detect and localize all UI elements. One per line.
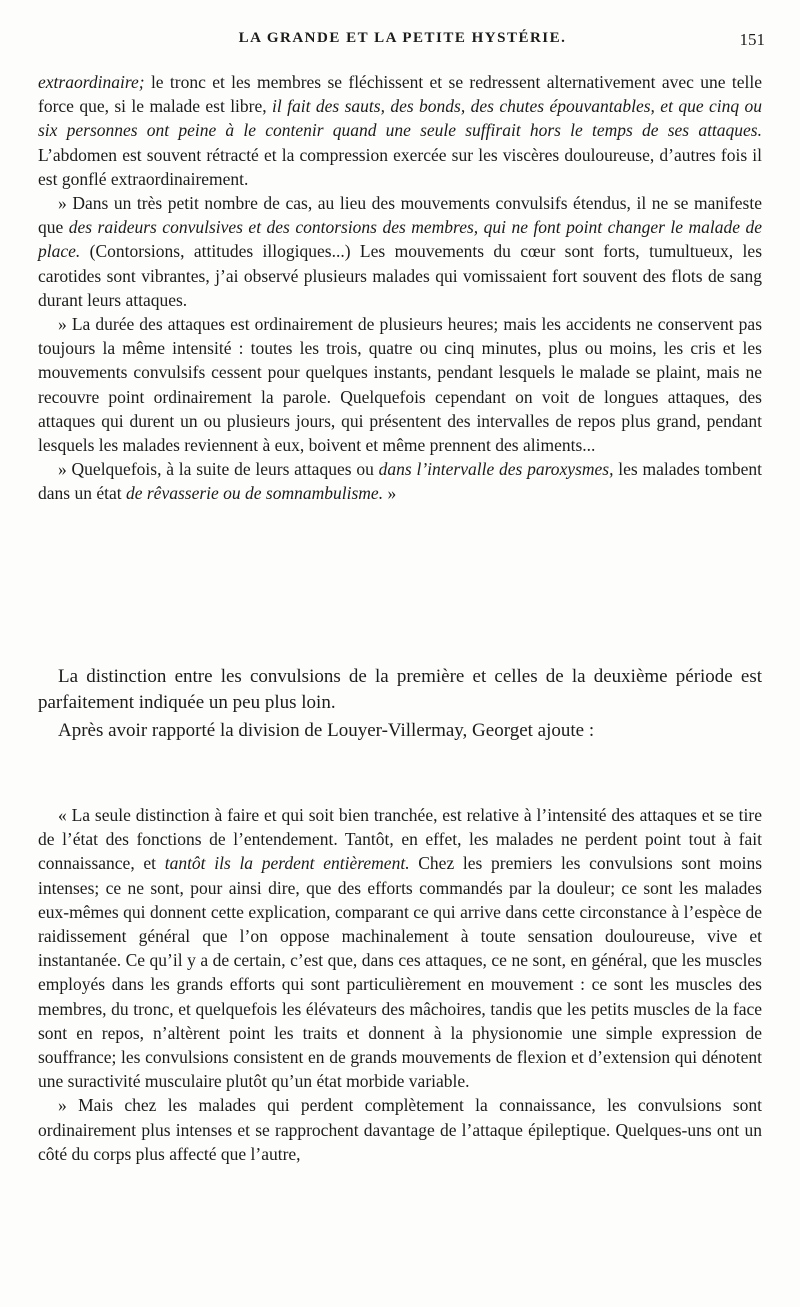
quote1-paragraph-2 [38,191,762,312]
quote2-p1-italic-1: tantôt ils la perdent entièrement. [164,853,410,874]
quote1-paragraph-4 [38,457,762,505]
running-head: LA GRANDE ET LA PETITE HYSTÉRIE. [238,30,567,46]
quote1-p1-italic-2: il fait des sauts, des bonds, des chutes épouvantables, et que cinq ou six personnes ont peine à le contenir quand une seule suffirait hors le temps de ses attaques. [38,96,762,141]
quote1-p1-text-2: L’abdomen est souvent rétracté et la compression exercée sur les viscères douloureuse, d’autres fois il est gonflé extraordinairement. [38,144,762,189]
quote2-paragraph-2: » Mais chez les malades qui perdent complètement la connaissance, les convulsions sont ordinairement plus intenses et se rapprochent davantage de l’attaque épileptique. Quelques-uns ont un côté du corps plus affecté que l’autre, [38,1095,762,1164]
quote2-paragraph-1 [38,803,762,1093]
quotation-block-1 [38,70,762,506]
quote1-p4-text-2: les malades tombent dans un état [38,459,762,504]
main-paragraph-1: La distinction entre les convulsions de la première et celles de la deuxième période est parfaitement indiquée un peu plus loin. [38,666,762,713]
quote1-paragraph-3: » La durée des attaques est ordinairement de plusieurs heures; mais les accidents ne conservent pas toujours la même intensité : toutes les trois, quatre ou cinq minutes, plus ou moins, les cris et les mouvements convulsifs cessent pour quelques instants, pendant lesquels le malade se plaint, mais ne recouvre point ordinairement la parole. Quelquefois cependant on voit de longues attaques, des attaques qui durent un ou plusieurs jours, qui présentent des intervalles de repos plus grand, pendant lesquels les malades reviennent à eux, boivent et même prennent des aliments... [38,314,762,456]
quote1-p4-text-1: » Quelquefois, à la suite de leurs attaques ou [58,459,379,480]
quote1-p4-italic-1: dans l’intervalle des paroxysmes, [378,459,614,480]
quote1-p4-text-3: » [383,483,397,504]
quote2-p1-text-1: « La seule distinction à faire et qui soit bien tranchée, est relative à l’intensité des attaques et se tire de l’état des fonctions de l’entendement. Tantôt, en effet, les malades ne perdent point tout à fait connaissance, et [38,805,762,874]
main-paragraph-2: Après avoir rapporté la division de Louyer-Villermay, Georget ajoute : [58,720,595,741]
quote1-p2-text-2: (Contorsions, attitudes illogiques...) Les mouvements du cœur sont forts, tumultueux, les carotides sont vibrantes, j’ai observé plusieurs malades qui vomissaient fort souvent des flots de sang durant leurs attaques. [38,241,762,310]
quotation-block-2 [38,803,762,1166]
quote1-p2-italic-1: des raideurs convulsives et des contorsions des membres, qui ne font point changer le malade de place. [38,217,762,262]
quote1-paragraph-1 [38,70,762,191]
main-text-block [38,664,762,744]
quote1-p1-italic-1: extraordinaire; [38,72,145,92]
quote2-p1-text-2: Chez les premiers les convulsions sont moins intenses; ce ne sont, pour ainsi dire, que des efforts commandés par la douleur; ce sont les malades eux-mêmes qui donnent cette explication, comparant ce qui arrive dans cette circonstance à l’espèce de raidissement général que l’on oppose machinalement à toute sensation douloureuse, vive et instantanée. Ce qu’il y a de certain, c’est que, dans ces attaques, ce ne sont, en général, que les muscles employés dans les grands efforts qui sont particulièrement en mouvement : ce sont les muscles des membres, du tronc, et quelquefois les élévateurs des mâchoires, tandis que les petits muscles de la face sont en repos, n’altèrent point les traits et donnent à la physionomie une simple expression de souffrance; les convulsions consistent en de grands mouvements de flexion et d’extension qui dénotent une suractivité musculaire plutôt qu’un état morbide variable. [38,853,763,1092]
page-number: 151 [739,30,765,49]
page-header [40,30,765,60]
quote1-p2-text-1: » Dans un très petit nombre de cas, au lieu des mouvements convulsifs étendus, il ne se manifeste que [38,193,762,238]
quote1-p4-italic-2: de rêvasserie ou de somnambulisme. [125,483,384,504]
quote1-p1-text-1: le tronc et les membres se fléchissent et se redressent alternativement avec une telle force que, si le malade est libre, [38,72,762,117]
